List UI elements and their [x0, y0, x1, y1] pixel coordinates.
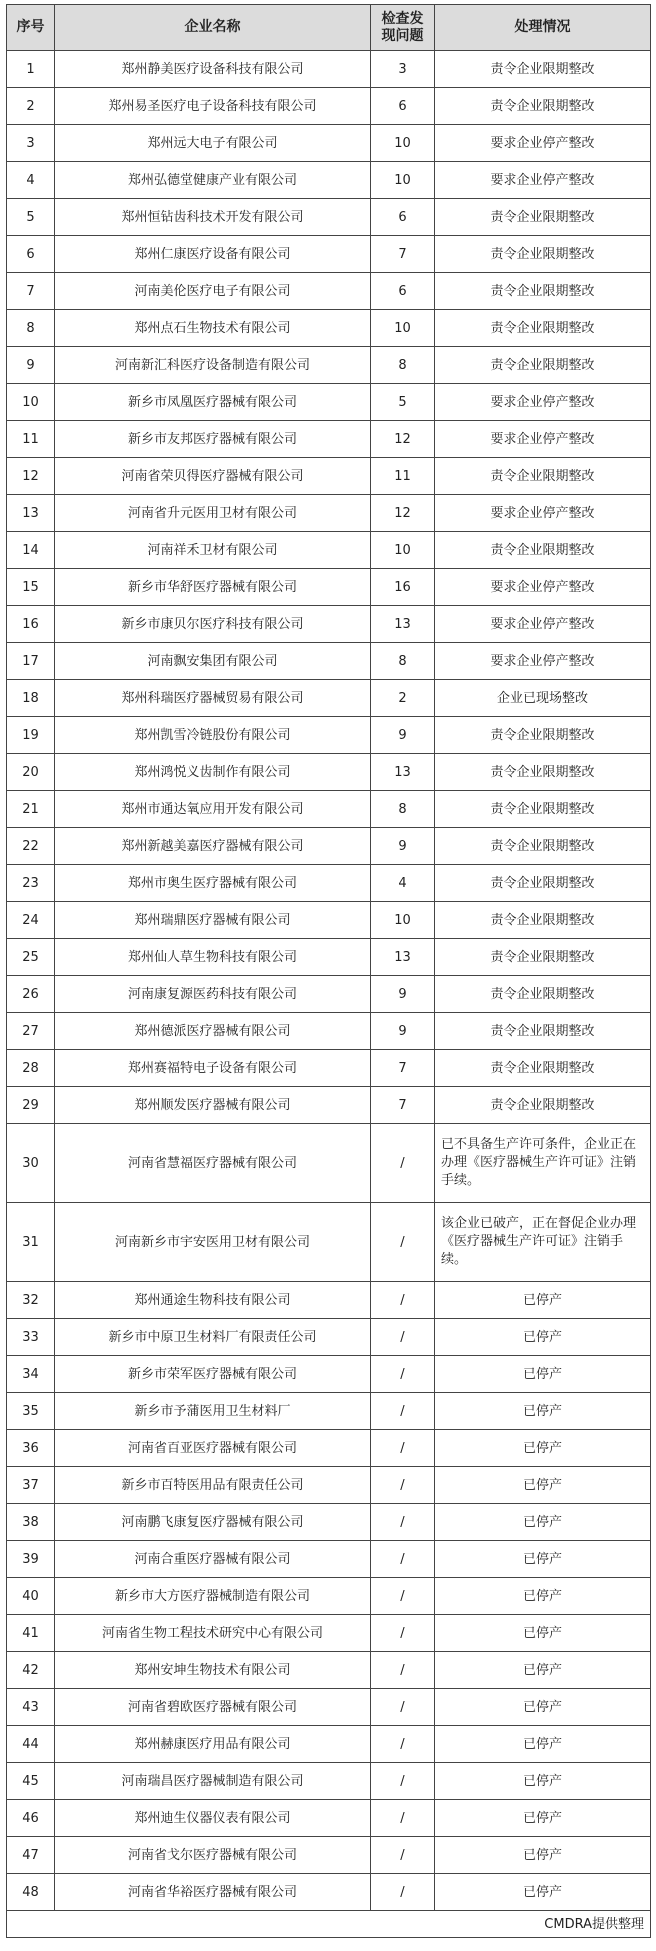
row-company-name: 郑州科瑞医疗器械贸易有限公司 [55, 680, 371, 717]
source-credit: CMDRA提供整理 [7, 1911, 651, 1938]
row-serial-number: 17 [7, 643, 55, 680]
row-handling-status: 已停产 [435, 1541, 651, 1578]
row-serial-number: 29 [7, 1087, 55, 1124]
row-serial-number: 33 [7, 1319, 55, 1356]
row-company-name: 郑州市通达氧应用开发有限公司 [55, 791, 371, 828]
row-serial-number: 23 [7, 865, 55, 902]
row-serial-number: 15 [7, 569, 55, 606]
row-handling-status: 已停产 [435, 1356, 651, 1393]
row-company-name: 郑州德派医疗器械有限公司 [55, 1013, 371, 1050]
row-handling-status: 责令企业限期整改 [435, 88, 651, 125]
row-company-name: 新乡市凤凰医疗器械有限公司 [55, 384, 371, 421]
row-serial-number: 48 [7, 1874, 55, 1911]
row-company-name: 河南鹏飞康复医疗器械有限公司 [55, 1504, 371, 1541]
row-issues-count: / [371, 1203, 435, 1282]
row-issues-count: / [371, 1763, 435, 1800]
table-row [7, 384, 651, 421]
row-handling-status: 要求企业停产整改 [435, 125, 651, 162]
row-serial-number: 3 [7, 125, 55, 162]
row-company-name: 新乡市康贝尔医疗科技有限公司 [55, 606, 371, 643]
row-issues-count: / [371, 1504, 435, 1541]
row-issues-count: 9 [371, 976, 435, 1013]
inspection-results-table [6, 4, 651, 1938]
table-row [7, 532, 651, 569]
row-issues-count: 10 [371, 532, 435, 569]
row-company-name: 郑州凯雪冷链股份有限公司 [55, 717, 371, 754]
row-issues-count: 2 [371, 680, 435, 717]
row-handling-status: 责令企业限期整改 [435, 310, 651, 347]
row-company-name: 河南康复源医药科技有限公司 [55, 976, 371, 1013]
row-serial-number: 13 [7, 495, 55, 532]
row-handling-status: 要求企业停产整改 [435, 606, 651, 643]
table-row [7, 865, 651, 902]
row-issues-count: / [371, 1615, 435, 1652]
row-company-name: 郑州远大电子有限公司 [55, 125, 371, 162]
row-serial-number: 45 [7, 1763, 55, 1800]
row-issues-count: 6 [371, 273, 435, 310]
row-serial-number: 40 [7, 1578, 55, 1615]
row-serial-number: 34 [7, 1356, 55, 1393]
table-row [7, 1319, 651, 1356]
row-serial-number: 44 [7, 1726, 55, 1763]
row-issues-count: 16 [371, 569, 435, 606]
row-serial-number: 30 [7, 1124, 55, 1203]
row-issues-count: 9 [371, 828, 435, 865]
row-issues-count: / [371, 1874, 435, 1911]
table-row [7, 1203, 651, 1282]
row-company-name: 河南省慧福医疗器械有限公司 [55, 1124, 371, 1203]
table-row [7, 1050, 651, 1087]
row-serial-number: 37 [7, 1467, 55, 1504]
row-issues-count: 6 [371, 199, 435, 236]
table-row [7, 791, 651, 828]
table-row [7, 310, 651, 347]
row-serial-number: 14 [7, 532, 55, 569]
row-serial-number: 25 [7, 939, 55, 976]
row-handling-status: 已停产 [435, 1652, 651, 1689]
row-serial-number: 4 [7, 162, 55, 199]
inspection-results-table-container [6, 4, 650, 1938]
row-serial-number: 32 [7, 1282, 55, 1319]
row-company-name: 河南合重医疗器械有限公司 [55, 1541, 371, 1578]
row-company-name: 河南祥禾卫材有限公司 [55, 532, 371, 569]
row-handling-status: 已停产 [435, 1726, 651, 1763]
row-company-name: 郑州静美医疗设备科技有限公司 [55, 51, 371, 88]
row-serial-number: 19 [7, 717, 55, 754]
row-company-name: 郑州瑞鼎医疗器械有限公司 [55, 902, 371, 939]
table-row [7, 88, 651, 125]
table-row [7, 1013, 651, 1050]
row-issues-count: 9 [371, 1013, 435, 1050]
row-handling-status: 已停产 [435, 1319, 651, 1356]
row-company-name: 郑州恒钻齿科技术开发有限公司 [55, 199, 371, 236]
row-company-name: 河南美伦医疗电子有限公司 [55, 273, 371, 310]
row-handling-status: 责令企业限期整改 [435, 1087, 651, 1124]
row-issues-count: 10 [371, 902, 435, 939]
table-row [7, 1282, 651, 1319]
row-issues-count: 3 [371, 51, 435, 88]
row-handling-status: 责令企业限期整改 [435, 902, 651, 939]
row-company-name: 郑州易圣医疗电子设备科技有限公司 [55, 88, 371, 125]
table-row [7, 569, 651, 606]
row-issues-count: 13 [371, 606, 435, 643]
row-handling-status: 已停产 [435, 1282, 651, 1319]
row-company-name: 郑州迪生仪器仪表有限公司 [55, 1800, 371, 1837]
table-row [7, 1430, 651, 1467]
row-issues-count: / [371, 1837, 435, 1874]
row-company-name: 郑州仙人草生物科技有限公司 [55, 939, 371, 976]
table-footer-row [7, 1911, 651, 1938]
row-handling-status: 已停产 [435, 1467, 651, 1504]
table-row [7, 1615, 651, 1652]
row-serial-number: 9 [7, 347, 55, 384]
row-handling-status: 责令企业限期整改 [435, 273, 651, 310]
row-handling-status: 责令企业限期整改 [435, 532, 651, 569]
row-issues-count: / [371, 1356, 435, 1393]
row-handling-status: 要求企业停产整改 [435, 421, 651, 458]
row-handling-status: 要求企业停产整改 [435, 643, 651, 680]
row-company-name: 河南省碧欧医疗器械有限公司 [55, 1689, 371, 1726]
row-handling-status: 责令企业限期整改 [435, 51, 651, 88]
row-handling-status: 责令企业限期整改 [435, 458, 651, 495]
table-row [7, 902, 651, 939]
row-company-name: 新乡市荣军医疗器械有限公司 [55, 1356, 371, 1393]
table-row [7, 1726, 651, 1763]
row-serial-number: 35 [7, 1393, 55, 1430]
row-serial-number: 28 [7, 1050, 55, 1087]
table-row [7, 680, 651, 717]
row-handling-status: 责令企业限期整改 [435, 939, 651, 976]
row-issues-count: 9 [371, 717, 435, 754]
row-handling-status: 已停产 [435, 1837, 651, 1874]
row-company-name: 郑州点石生物技术有限公司 [55, 310, 371, 347]
row-company-name: 郑州安坤生物技术有限公司 [55, 1652, 371, 1689]
row-serial-number: 2 [7, 88, 55, 125]
row-handling-status: 已停产 [435, 1800, 651, 1837]
row-company-name: 新乡市大方医疗器械制造有限公司 [55, 1578, 371, 1615]
row-serial-number: 27 [7, 1013, 55, 1050]
row-serial-number: 18 [7, 680, 55, 717]
row-serial-number: 11 [7, 421, 55, 458]
row-handling-status: 责令企业限期整改 [435, 754, 651, 791]
row-handling-status: 责令企业限期整改 [435, 791, 651, 828]
row-handling-status: 责令企业限期整改 [435, 828, 651, 865]
header-issues-found: 检查发现问题 [371, 5, 435, 51]
row-company-name: 新乡市予蒲医用卫生材料厂 [55, 1393, 371, 1430]
table-row [7, 1467, 651, 1504]
table-row [7, 273, 651, 310]
row-issues-count: / [371, 1124, 435, 1203]
row-issues-count: 10 [371, 162, 435, 199]
row-serial-number: 10 [7, 384, 55, 421]
row-handling-status: 责令企业限期整改 [435, 347, 651, 384]
table-row [7, 421, 651, 458]
row-issues-count: 7 [371, 1050, 435, 1087]
table-row [7, 347, 651, 384]
row-handling-status: 已停产 [435, 1763, 651, 1800]
row-company-name: 河南省生物工程技术研究中心有限公司 [55, 1615, 371, 1652]
row-serial-number: 7 [7, 273, 55, 310]
row-serial-number: 8 [7, 310, 55, 347]
row-serial-number: 21 [7, 791, 55, 828]
row-issues-count: / [371, 1393, 435, 1430]
row-handling-status: 已停产 [435, 1430, 651, 1467]
row-company-name: 河南省戈尔医疗器械有限公司 [55, 1837, 371, 1874]
row-handling-status: 企业已现场整改 [435, 680, 651, 717]
row-serial-number: 42 [7, 1652, 55, 1689]
row-handling-status: 要求企业停产整改 [435, 569, 651, 606]
row-company-name: 新乡市中原卫生材料厂有限责任公司 [55, 1319, 371, 1356]
table-row [7, 1578, 651, 1615]
table-row [7, 1087, 651, 1124]
row-issues-count: 10 [371, 310, 435, 347]
row-serial-number: 26 [7, 976, 55, 1013]
table-row [7, 976, 651, 1013]
table-row [7, 236, 651, 273]
row-company-name: 河南省百亚医疗器械有限公司 [55, 1430, 371, 1467]
table-row [7, 1541, 651, 1578]
row-serial-number: 47 [7, 1837, 55, 1874]
row-company-name: 郑州赛福特电子设备有限公司 [55, 1050, 371, 1087]
row-company-name: 郑州弘德堂健康产业有限公司 [55, 162, 371, 199]
table-row [7, 717, 651, 754]
row-serial-number: 16 [7, 606, 55, 643]
table-row [7, 1837, 651, 1874]
row-handling-status: 已停产 [435, 1689, 651, 1726]
row-serial-number: 43 [7, 1689, 55, 1726]
row-company-name: 郑州赫康医疗用品有限公司 [55, 1726, 371, 1763]
row-company-name: 河南省华裕医疗器械有限公司 [55, 1874, 371, 1911]
row-handling-status: 要求企业停产整改 [435, 162, 651, 199]
row-issues-count: / [371, 1541, 435, 1578]
table-row [7, 754, 651, 791]
row-issues-count: / [371, 1282, 435, 1319]
table-row [7, 1800, 651, 1837]
row-issues-count: 13 [371, 754, 435, 791]
row-serial-number: 31 [7, 1203, 55, 1282]
row-company-name: 郑州市奥生医疗器械有限公司 [55, 865, 371, 902]
row-company-name: 河南省升元医用卫材有限公司 [55, 495, 371, 532]
table-row [7, 125, 651, 162]
row-serial-number: 24 [7, 902, 55, 939]
row-issues-count: / [371, 1430, 435, 1467]
row-handling-status: 责令企业限期整改 [435, 199, 651, 236]
table-row [7, 1874, 651, 1911]
row-issues-count: 4 [371, 865, 435, 902]
table-row [7, 1652, 651, 1689]
table-row [7, 828, 651, 865]
table-row [7, 939, 651, 976]
row-company-name: 新乡市友邦医疗器械有限公司 [55, 421, 371, 458]
row-issues-count: 5 [371, 384, 435, 421]
row-issues-count: / [371, 1652, 435, 1689]
row-company-name: 河南新乡市宇安医用卫材有限公司 [55, 1203, 371, 1282]
table-row [7, 51, 651, 88]
row-serial-number: 1 [7, 51, 55, 88]
row-issues-count: / [371, 1467, 435, 1504]
row-serial-number: 36 [7, 1430, 55, 1467]
row-handling-status: 责令企业限期整改 [435, 717, 651, 754]
row-company-name: 郑州顺发医疗器械有限公司 [55, 1087, 371, 1124]
row-serial-number: 39 [7, 1541, 55, 1578]
row-serial-number: 38 [7, 1504, 55, 1541]
table-row [7, 1689, 651, 1726]
row-handling-status: 责令企业限期整改 [435, 1050, 651, 1087]
row-handling-status: 责令企业限期整改 [435, 236, 651, 273]
row-issues-count: 6 [371, 88, 435, 125]
row-issues-count: / [371, 1800, 435, 1837]
table-row [7, 1356, 651, 1393]
row-issues-count: 13 [371, 939, 435, 976]
row-issues-count: 12 [371, 421, 435, 458]
row-serial-number: 6 [7, 236, 55, 273]
row-serial-number: 46 [7, 1800, 55, 1837]
table-row [7, 199, 651, 236]
row-company-name: 河南新汇科医疗设备制造有限公司 [55, 347, 371, 384]
table-row [7, 1124, 651, 1203]
row-serial-number: 5 [7, 199, 55, 236]
row-handling-status: 该企业已破产，正在督促企业办理《医疗器械生产许可证》注销手续。 [435, 1203, 651, 1282]
table-row [7, 1393, 651, 1430]
header-serial-number: 序号 [7, 5, 55, 51]
row-serial-number: 12 [7, 458, 55, 495]
header-company-name: 企业名称 [55, 5, 371, 51]
table-header-row [7, 5, 651, 51]
row-issues-count: 10 [371, 125, 435, 162]
row-issues-count: 7 [371, 1087, 435, 1124]
row-company-name: 郑州鸿悦义齿制作有限公司 [55, 754, 371, 791]
row-issues-count: 11 [371, 458, 435, 495]
table-row [7, 643, 651, 680]
table-row [7, 606, 651, 643]
table-row [7, 1504, 651, 1541]
table-row [7, 1763, 651, 1800]
header-handling-status: 处理情况 [435, 5, 651, 51]
row-company-name: 郑州仁康医疗设备有限公司 [55, 236, 371, 273]
row-serial-number: 22 [7, 828, 55, 865]
row-handling-status: 已停产 [435, 1504, 651, 1541]
table-row [7, 458, 651, 495]
row-handling-status: 责令企业限期整改 [435, 865, 651, 902]
row-handling-status: 责令企业限期整改 [435, 976, 651, 1013]
row-issues-count: 12 [371, 495, 435, 532]
row-issues-count: 8 [371, 347, 435, 384]
row-handling-status: 已停产 [435, 1874, 651, 1911]
row-handling-status: 已停产 [435, 1578, 651, 1615]
row-issues-count: 8 [371, 791, 435, 828]
row-handling-status: 要求企业停产整改 [435, 384, 651, 421]
row-issues-count: / [371, 1726, 435, 1763]
row-company-name: 新乡市华舒医疗器械有限公司 [55, 569, 371, 606]
row-issues-count: / [371, 1578, 435, 1615]
table-row [7, 162, 651, 199]
row-company-name: 郑州新越美嘉医疗器械有限公司 [55, 828, 371, 865]
row-serial-number: 41 [7, 1615, 55, 1652]
row-issues-count: / [371, 1319, 435, 1356]
row-handling-status: 要求企业停产整改 [435, 495, 651, 532]
row-company-name: 河南飘安集团有限公司 [55, 643, 371, 680]
row-handling-status: 责令企业限期整改 [435, 1013, 651, 1050]
row-issues-count: 7 [371, 236, 435, 273]
row-company-name: 河南省荣贝得医疗器械有限公司 [55, 458, 371, 495]
row-company-name: 新乡市百特医用品有限责任公司 [55, 1467, 371, 1504]
row-issues-count: / [371, 1689, 435, 1726]
row-issues-count: 8 [371, 643, 435, 680]
row-handling-status: 已停产 [435, 1393, 651, 1430]
row-handling-status: 已停产 [435, 1615, 651, 1652]
table-row [7, 495, 651, 532]
row-serial-number: 20 [7, 754, 55, 791]
row-handling-status: 已不具备生产许可条件，企业正在办理《医疗器械生产许可证》注销手续。 [435, 1124, 651, 1203]
row-company-name: 郑州通途生物科技有限公司 [55, 1282, 371, 1319]
table-body [7, 51, 651, 1911]
row-company-name: 河南瑞昌医疗器械制造有限公司 [55, 1763, 371, 1800]
